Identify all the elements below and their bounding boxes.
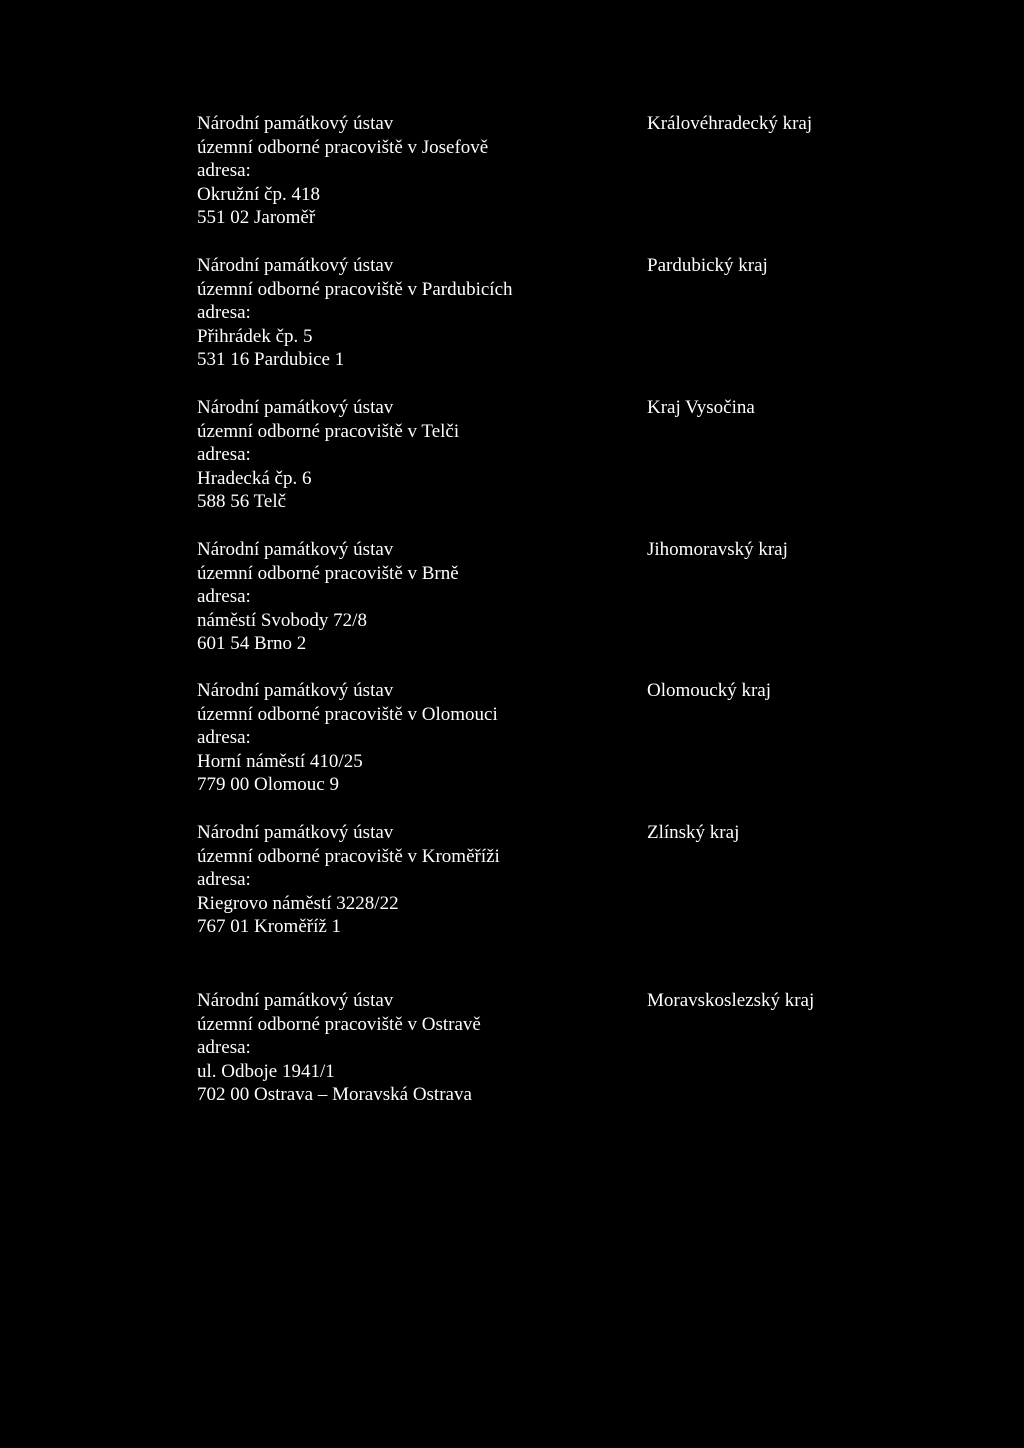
workplace-name: územní odborné pracoviště v Josefově — [197, 136, 489, 158]
entry-ostrava — [0, 989, 1024, 1114]
region-name: Pardubický kraj — [647, 255, 768, 276]
institution-name: Národní památkový ústav — [197, 113, 394, 134]
region-name: Jihomoravský kraj — [647, 539, 788, 560]
institution-name: Národní památkový ústav — [197, 990, 394, 1011]
address-label: adresa: — [197, 586, 251, 607]
workplace-name: územní odborné pracoviště v Pardubicích — [197, 278, 513, 300]
postal-city: 601 54 Brno 2 — [197, 633, 307, 654]
address-label: adresa: — [197, 444, 251, 465]
region-name: Královéhradecký kraj — [647, 113, 813, 134]
workplace-name: územní odborné pracoviště v Ostravě — [197, 1013, 481, 1035]
entry-olomouc — [0, 679, 1024, 804]
workplace-name: územní odborné pracoviště v Telči — [197, 420, 460, 442]
institution-name: Národní památkový ústav — [197, 397, 394, 418]
address-label: adresa: — [197, 727, 251, 748]
address-block — [197, 254, 617, 372]
address-block — [197, 989, 617, 1107]
address-label: adresa: — [197, 1037, 251, 1058]
entry-pardubice — [0, 254, 1024, 379]
workplace-name: územní odborné pracoviště v Brně — [197, 562, 459, 584]
address-block — [197, 112, 617, 230]
region-name: Zlínský kraj — [647, 822, 740, 843]
street-address: Přihrádek čp. 5 — [197, 325, 313, 347]
postal-city: 702 00 Ostrava – Moravská Ostrava — [197, 1084, 472, 1105]
entry-josefov — [0, 112, 1024, 237]
region-name: Moravskoslezský kraj — [647, 990, 815, 1011]
workplace-name: územní odborné pracoviště v Kroměříži — [197, 845, 500, 867]
entry-brno — [0, 538, 1024, 663]
address-block — [197, 538, 617, 656]
postal-city: 551 02 Jaroměř — [197, 207, 316, 228]
street-address: Okružní čp. 418 — [197, 183, 320, 205]
institution-name: Národní památkový ústav — [197, 822, 394, 843]
street-address: Riegrovo náměstí 3228/22 — [197, 892, 399, 914]
postal-city: 767 01 Kroměříž 1 — [197, 916, 342, 937]
street-address: Hradecká čp. 6 — [197, 467, 312, 489]
institution-name: Národní památkový ústav — [197, 680, 394, 701]
address-block — [197, 396, 617, 514]
street-address: ul. Odboje 1941/1 — [197, 1060, 335, 1082]
postal-city: 588 56 Telč — [197, 491, 287, 512]
institution-name: Národní památkový ústav — [197, 255, 394, 276]
street-address: náměstí Svobody 72/8 — [197, 609, 367, 631]
region-name: Kraj Vysočina — [647, 397, 755, 418]
region-name: Olomoucký kraj — [647, 680, 772, 701]
institution-name: Národní památkový ústav — [197, 539, 394, 560]
entry-telc — [0, 396, 1024, 521]
postal-city: 531 16 Pardubice 1 — [197, 349, 345, 370]
address-label: adresa: — [197, 302, 251, 323]
address-block — [197, 679, 617, 797]
entry-kromeriz — [0, 821, 1024, 946]
address-block — [197, 821, 617, 939]
address-label: adresa: — [197, 869, 251, 890]
postal-city: 779 00 Olomouc 9 — [197, 774, 339, 795]
address-label: adresa: — [197, 160, 251, 181]
street-address: Horní náměstí 410/25 — [197, 750, 363, 772]
workplace-name: územní odborné pracoviště v Olomouci — [197, 703, 498, 725]
